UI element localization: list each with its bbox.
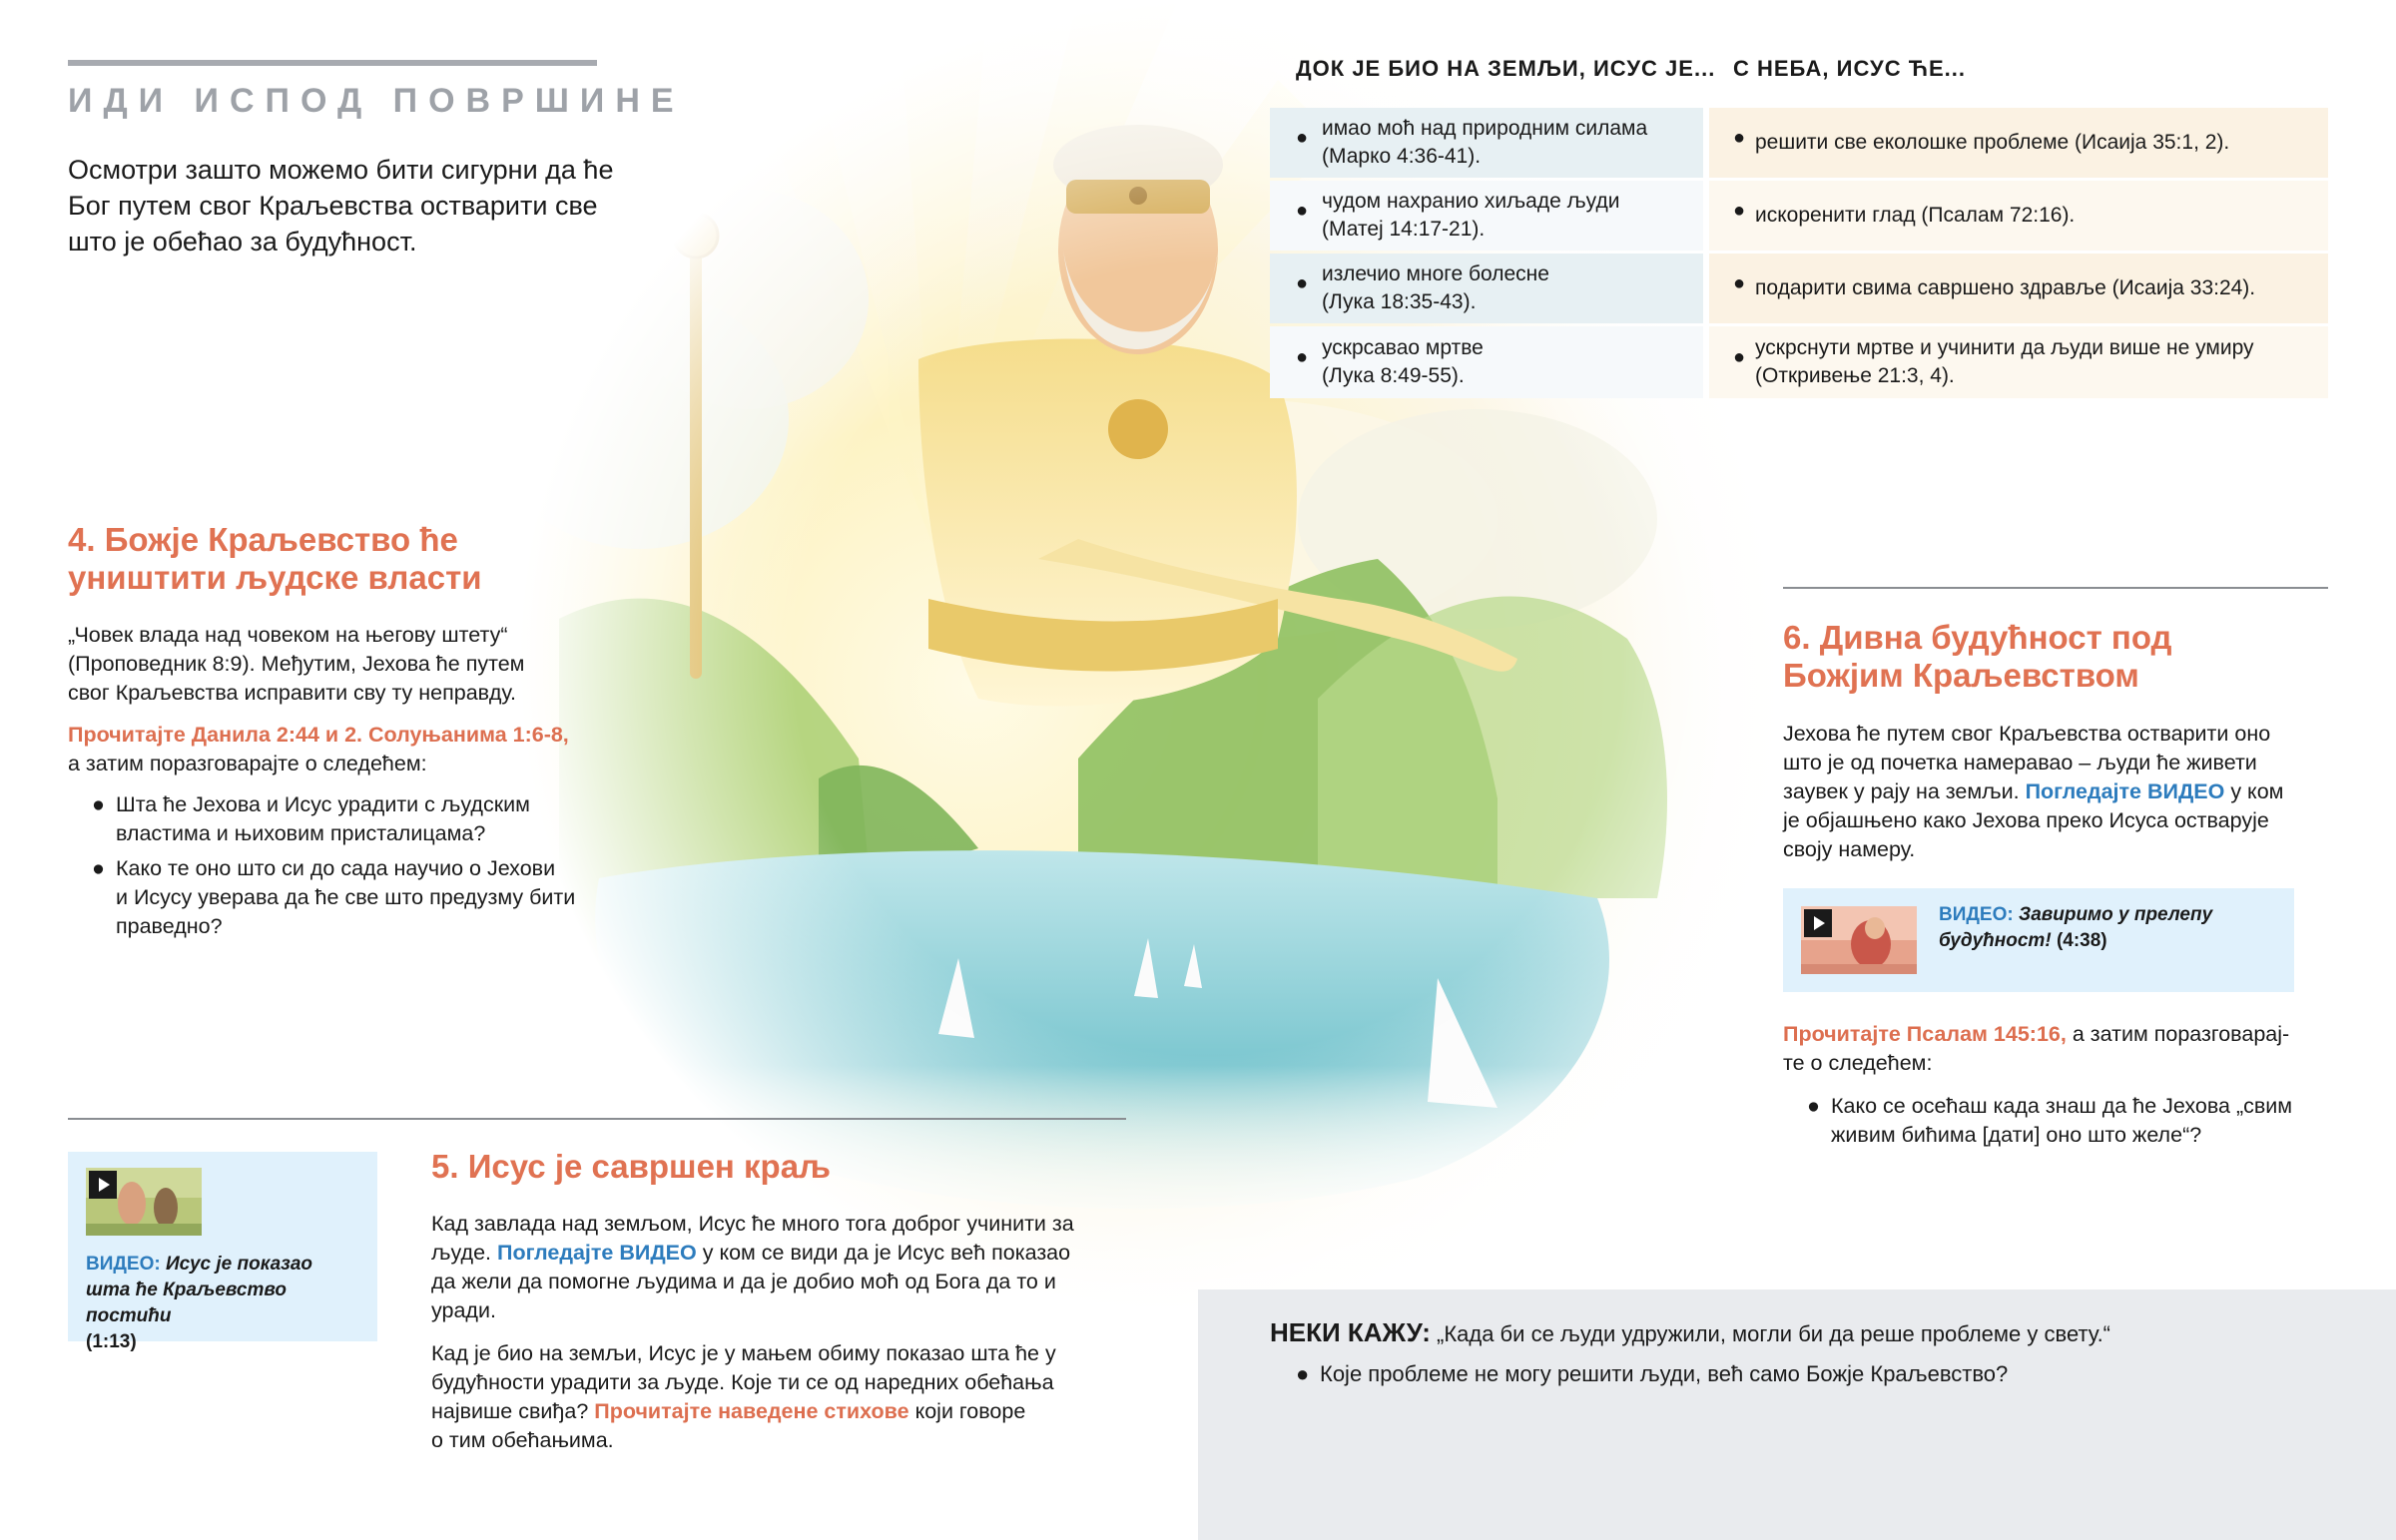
section-4-title: 4. Божје Краљевство ће уништити људске власти bbox=[68, 521, 482, 596]
bullet-icon: ● bbox=[1733, 345, 1746, 368]
table-cell-left: ● чудом нахранио хиљаде људи (Матеј 14:17-21). bbox=[1270, 181, 1703, 251]
table-cell-left: ● излечио многе болесне (Лука 18:35-43). bbox=[1270, 254, 1703, 323]
section-6-text: Јехова ће путем свог Краљевства остварити оно што је од почетка намеравао – људи ће живети заувек у рају на земљи. Погледајте ВИДЕО у ком је објашњено како Јехова преко Исуса остварује своју намеру. bbox=[1783, 722, 2284, 861]
bullet-icon: ● bbox=[1733, 199, 1746, 222]
bullet-icon: ● bbox=[1296, 126, 1309, 149]
table-header-left: ДОК ЈЕ БИО НА ЗЕМЉИ, ИСУС ЈЕ... bbox=[1296, 56, 1716, 81]
table-cell-right: ● подарити свима савршено здравље (Исаија 33:24). bbox=[1709, 254, 2328, 323]
bullet-icon: ● bbox=[1296, 199, 1309, 222]
table-cell-left: ● ускрсавао мртве (Лука 8:49-55). bbox=[1270, 326, 1703, 398]
video-card-section-6[interactable] bbox=[1783, 888, 2294, 992]
section-4-read: Прочитајте Данила 2:44 и 2. Солуњанима 1:6-8, а затим поразговарајте о следећем: bbox=[68, 721, 647, 778]
play-icon[interactable] bbox=[89, 1171, 117, 1199]
section-5-title: 5. Исус је савршен краљ bbox=[431, 1148, 832, 1185]
bullet-icon: ● bbox=[1296, 345, 1309, 368]
section-6-title: 6. Дивна будућност под Божјим Краљевством bbox=[1783, 619, 2172, 694]
some-say-box bbox=[1198, 1289, 2396, 1540]
table-cell-right: ● искоренити глад (Псалам 72:16). bbox=[1709, 181, 2328, 251]
bullet-icon: ● bbox=[1296, 1361, 1310, 1386]
play-icon[interactable] bbox=[1804, 909, 1832, 937]
page-title: ИДИ ИСПОД ПОВРШИНЕ bbox=[68, 82, 685, 120]
video-card-section-5[interactable] bbox=[68, 1152, 377, 1352]
bullet-icon: ● bbox=[1733, 126, 1746, 149]
video-caption: ВИДЕО: Исус је показао шта ће Краљевство постићи (1:13) bbox=[86, 1254, 313, 1352]
some-say-text: НЕКИ КАЖУ: „Када би се људи удружили, могли би да реше проблеме у свету.“ bbox=[1270, 1317, 2111, 1347]
table-cell-right: ● ускрснути мртве и учинити да људи више не умиру (Откривење 21:3, 4). bbox=[1709, 326, 2328, 398]
table-cell-right: ● решити све еколошке проблеме (Исаија 35:1, 2). bbox=[1709, 108, 2328, 178]
section-4-text: „Човек влада над човеком на његову штету“ (Проповедник 8:9). Међутим, Јехова ће путем свог Краљевства исправити сву ту неправду. bbox=[68, 623, 525, 705]
read-verses-link[interactable]: Прочитајте наведене стихове bbox=[594, 1399, 909, 1423]
section-6-questions bbox=[1807, 1092, 2346, 1150]
section-4-questions bbox=[92, 790, 651, 941]
section-5-text: Кад завлада над земљом, Исус ће много тога доброг учинити за људе. Погледајте ВИДЕО у ком се види да је Исус већ показао да жели да помогне људима и да је добио моћ од Бога да то и уради. Кад је био на земљи, Исус је у мањем обиму показао шта ће у будућности урадити за људе. Које ти се од наредних обећања највише свиђа? Прочитајте наведене стихове који говоре о тим обећањима. bbox=[431, 1212, 1074, 1452]
divider bbox=[68, 1118, 1126, 1120]
video-thumbnail[interactable] bbox=[1801, 906, 1917, 974]
bullet-icon: ● bbox=[92, 856, 105, 880]
video-thumbnail[interactable] bbox=[86, 1168, 202, 1236]
table-cell-left: ● имао моћ над природним силама (Марко 4:36-41). bbox=[1270, 108, 1703, 178]
header-rule bbox=[68, 60, 597, 66]
video-caption: ВИДЕО: Завиримо у прелепу будућност! (4:38) bbox=[1939, 904, 2213, 951]
intro-text: Осмотри зашто можемо бити сигурни да ће Бог путем свог Краљевства остварити све што је обећао за будућност. bbox=[68, 155, 614, 257]
divider bbox=[1783, 587, 2328, 589]
read-scripture-link[interactable]: Прочитајте Псалам 145:16, bbox=[1783, 1022, 2067, 1046]
bullet-icon: ● bbox=[1807, 1094, 1820, 1118]
bullet-icon: ● bbox=[1733, 271, 1746, 294]
list-item: ● Шта ће Јехова и Исус урадити с људским властима и њиховим присталицама? bbox=[92, 792, 530, 845]
section-6-read: Прочитајте Псалам 145:16, а затим поразговарај- те о следећем: bbox=[1783, 1022, 2290, 1075]
watch-video-link[interactable]: Погледајте ВИДЕО bbox=[2025, 779, 2225, 803]
list-item: ● Како се осећаш када знаш да ће Јехова „свим живим бићима [дати] оно што желе“? bbox=[1807, 1094, 2293, 1147]
list-item: ● Како те оно што си до сада научио о Јехови и Исусу уверава да ће све што предузму бити праведно? bbox=[92, 856, 576, 938]
bullet-icon: ● bbox=[1296, 271, 1309, 294]
list-item: ● Које проблеме не могу решити људи, већ само Божје Краљевство? bbox=[1296, 1359, 2318, 1389]
watch-video-link[interactable]: Погледајте ВИДЕО bbox=[496, 1241, 697, 1265]
bullet-icon: ● bbox=[92, 792, 105, 816]
read-scripture-link[interactable]: Прочитајте Данила 2:44 и 2. Солуњанима 1:6-8, bbox=[68, 723, 569, 747]
table-header-right: С НЕБА, ИСУС ЋЕ... bbox=[1733, 56, 1967, 81]
